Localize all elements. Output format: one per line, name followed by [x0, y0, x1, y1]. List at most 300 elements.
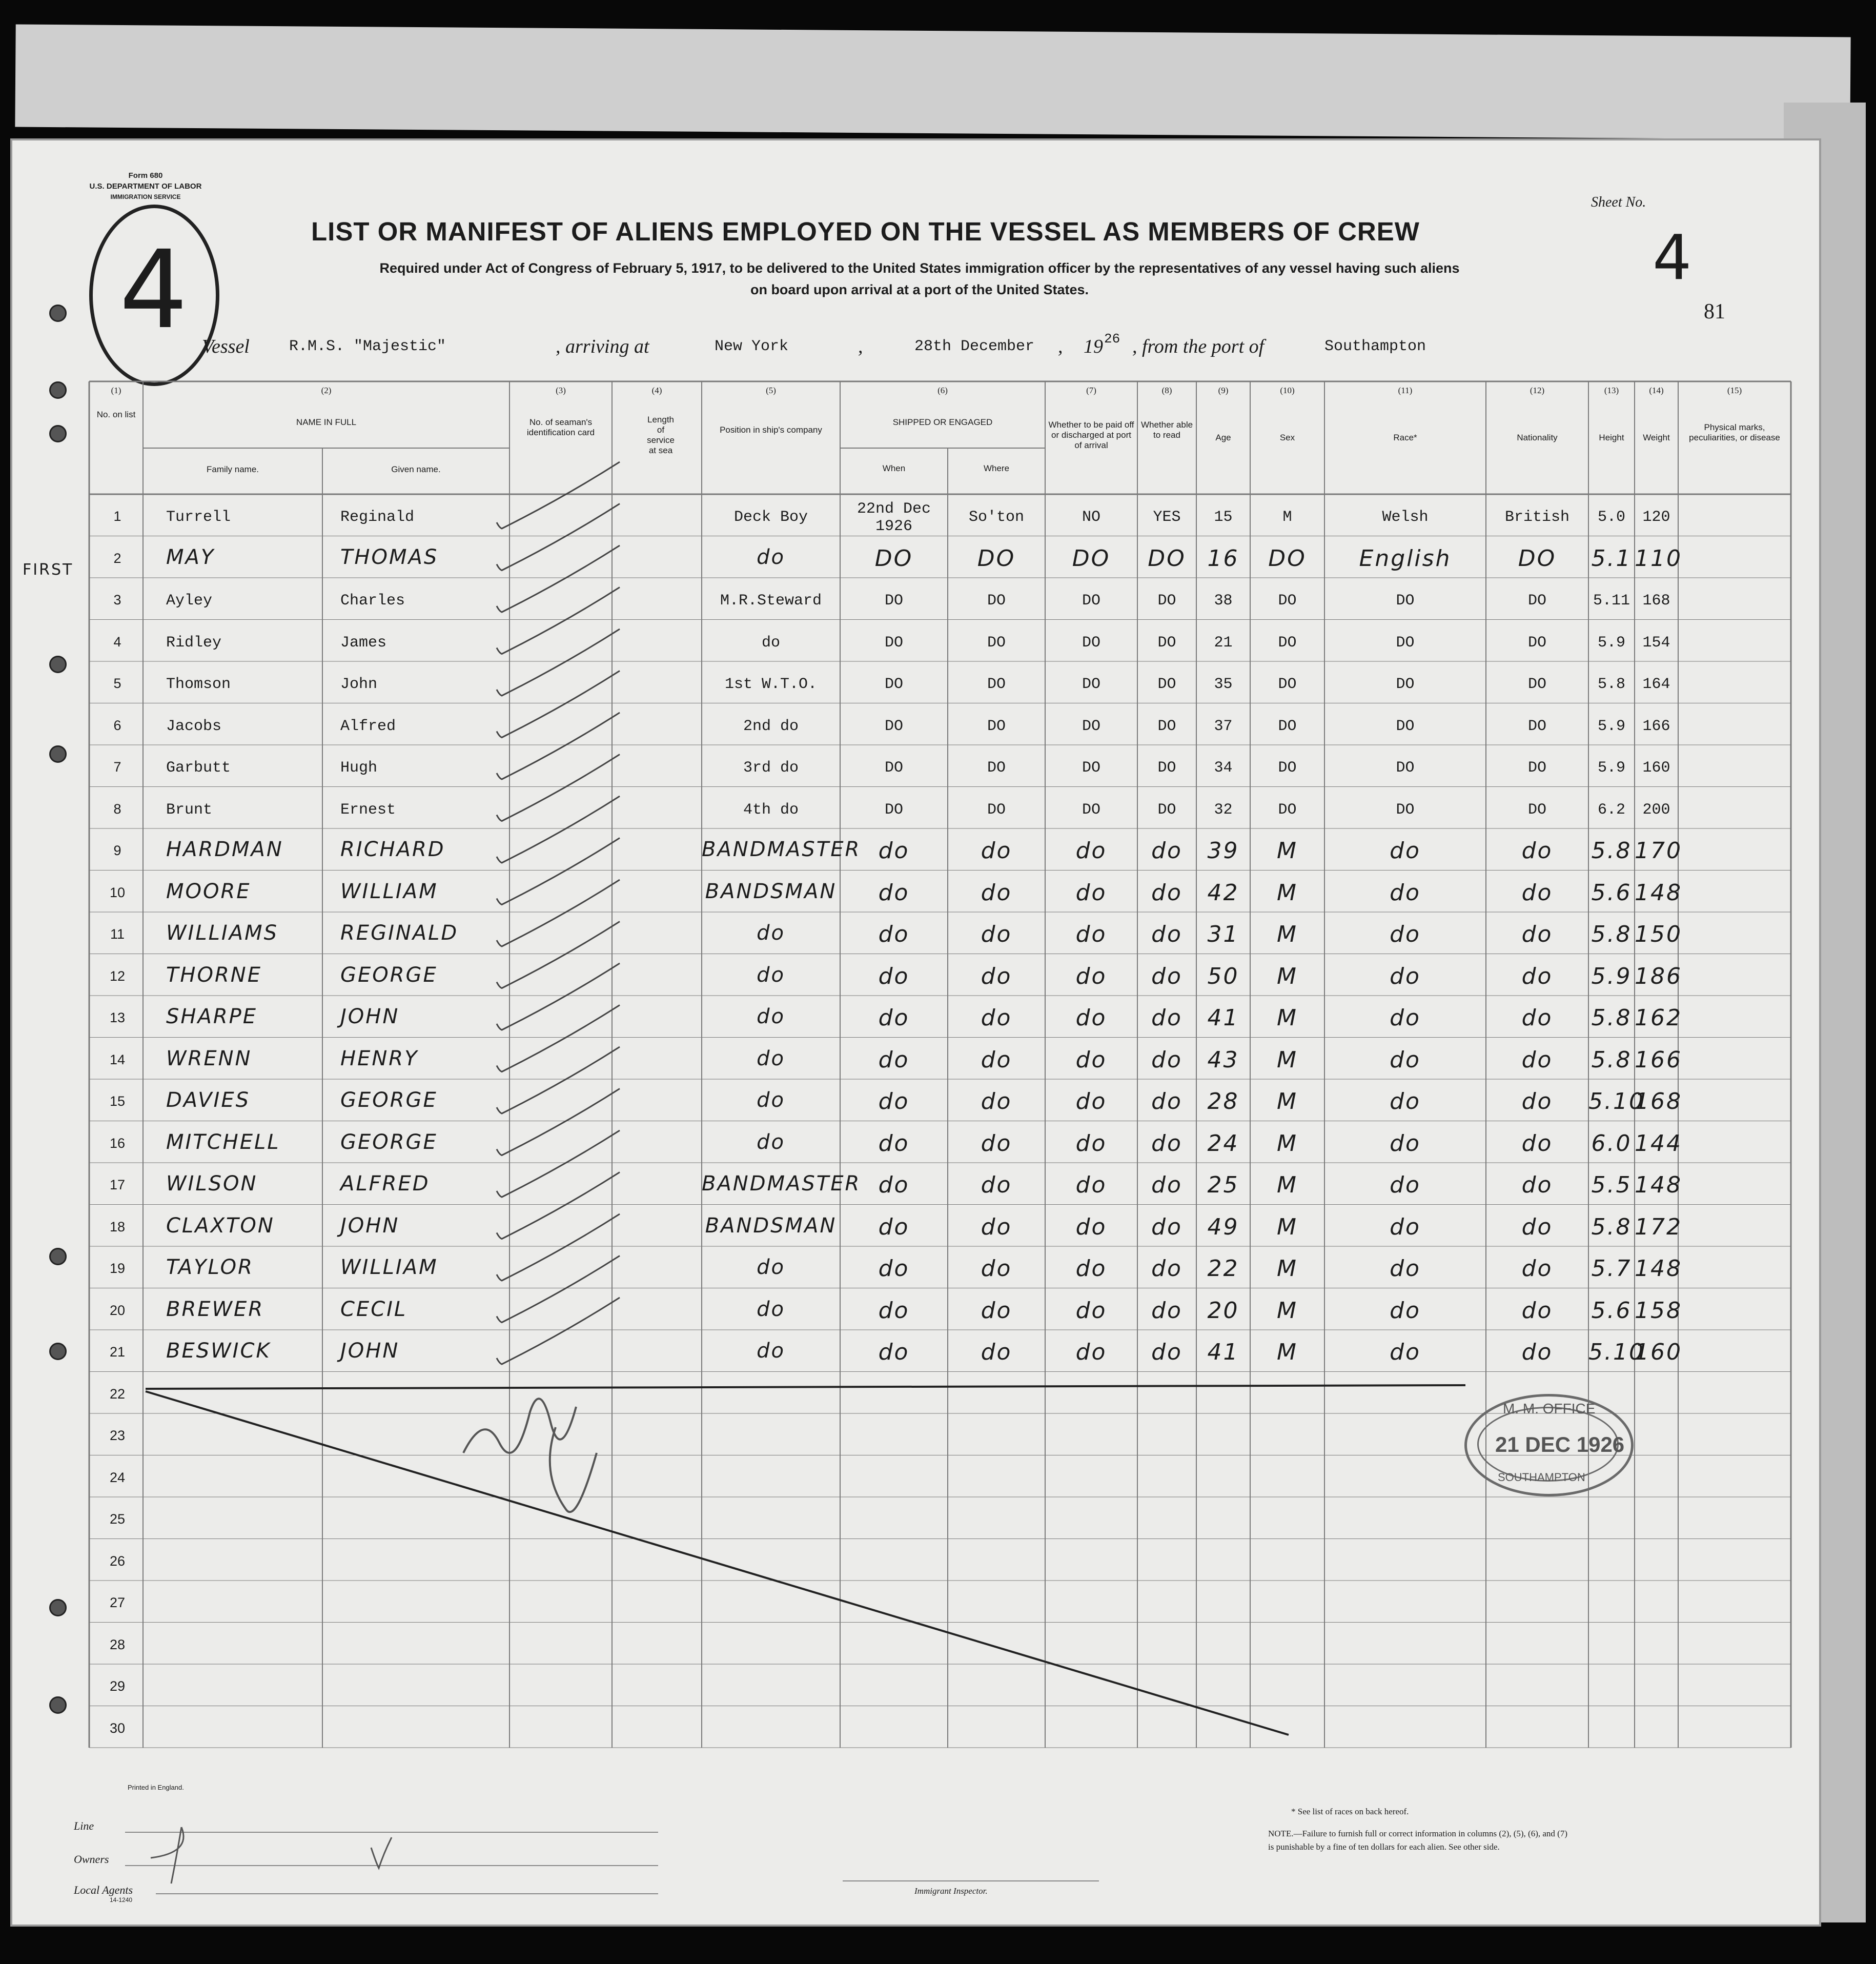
age-cell: 15 — [1214, 509, 1233, 526]
footer-lines — [12, 140, 1819, 1925]
family-name-cell: Garbutt — [166, 759, 231, 777]
when-cell: do — [878, 1256, 910, 1282]
nationality-cell: DO — [1527, 801, 1546, 819]
nationality-cell: do — [1521, 1172, 1553, 1198]
sex-cell: DO — [1278, 801, 1297, 819]
position-cell: BANDSMAN — [705, 1213, 837, 1238]
when-cell: do — [878, 1297, 910, 1324]
when-cell: DO — [884, 592, 903, 610]
row-number: 23 — [109, 1428, 126, 1443]
paid-off-cell: DO — [1082, 717, 1100, 735]
header-length-service: Length of service at sea — [647, 415, 675, 455]
arriving-port: New York — [715, 338, 789, 355]
age-cell: 34 — [1214, 759, 1233, 777]
nationality-cell: do — [1521, 963, 1553, 989]
race-cell: do — [1390, 1088, 1421, 1115]
row-number: 3 — [113, 592, 121, 608]
age-cell: 38 — [1214, 592, 1233, 610]
page-number-printed: 81 — [1704, 300, 1725, 323]
age-cell: 31 — [1207, 921, 1239, 947]
given-name-cell: THOMAS — [340, 545, 439, 569]
weight-cell: 148 — [1635, 1172, 1682, 1198]
race-cell: DO — [1396, 676, 1415, 693]
arrival-century: 19 — [1084, 336, 1103, 357]
when-cell: do — [878, 1046, 910, 1073]
age-cell: 43 — [1207, 1046, 1239, 1073]
position-cell: 2nd do — [743, 717, 799, 735]
row-number: 7 — [113, 759, 121, 775]
family-name-cell: SHARPE — [166, 1005, 258, 1028]
race-cell: do — [1390, 1005, 1421, 1031]
height-cell: 6.0 — [1591, 1130, 1632, 1157]
paid-off-cell: do — [1075, 1088, 1107, 1115]
position-cell: do — [757, 1088, 785, 1112]
column-number: (10) — [1280, 386, 1295, 395]
row-number: 29 — [109, 1678, 126, 1694]
position-cell: do — [761, 634, 780, 652]
weight-cell: 144 — [1635, 1130, 1682, 1157]
header-age: Age — [1215, 433, 1231, 442]
inspector-label: Immigrant Inspector. — [914, 1886, 988, 1896]
manifest-title: LIST OR MANIFEST OF ALIENS EMPLOYED ON THE VESSEL AS MEMBERS OF CREW — [311, 217, 1420, 246]
sex-cell: M — [1277, 1172, 1298, 1198]
when-cell: DO — [884, 676, 903, 693]
paid-off-cell: do — [1075, 1297, 1107, 1324]
note-text: —Failure to furnish full or correct information in columns (2), (5), (6), and (7) — [1293, 1829, 1567, 1838]
row-number: 25 — [109, 1511, 126, 1527]
height-cell: 5.9 — [1597, 759, 1625, 777]
where-cell: DO — [987, 676, 1006, 693]
race-cell: English — [1359, 545, 1452, 572]
where-cell: do — [981, 1256, 1012, 1282]
given-name-cell: GEORGE — [340, 1088, 438, 1112]
read-cell: do — [1151, 963, 1182, 989]
column-number: (12) — [1530, 386, 1545, 395]
paid-off-cell: do — [1075, 1213, 1107, 1240]
when-cell: do — [878, 1130, 910, 1157]
when-cell: do — [878, 879, 910, 906]
nationality-cell: do — [1521, 1256, 1553, 1282]
sex-cell: M — [1277, 838, 1298, 864]
header-weight: Weight — [1643, 433, 1670, 442]
weight-cell: 200 — [1642, 801, 1670, 819]
when-cell: do — [878, 1005, 910, 1031]
owner-tick-mark — [371, 1837, 392, 1868]
family-name-cell: Jacobs — [166, 717, 222, 735]
family-name-cell: TAYLOR — [166, 1256, 254, 1279]
sex-cell: M — [1282, 509, 1292, 526]
height-cell: 5.6 — [1591, 1297, 1632, 1324]
family-name-cell: WILLIAMS — [166, 921, 278, 945]
age-cell: 20 — [1207, 1297, 1239, 1324]
where-cell: do — [981, 1297, 1012, 1324]
height-cell: 5.9 — [1591, 963, 1632, 989]
height-cell: 5.8 — [1591, 1005, 1632, 1031]
age-cell: 25 — [1207, 1172, 1239, 1198]
sex-cell: M — [1277, 1046, 1298, 1073]
race-cell: do — [1390, 1213, 1421, 1240]
column-number: (7) — [1086, 386, 1096, 395]
read-cell: do — [1151, 1046, 1182, 1073]
height-cell: 6.2 — [1597, 801, 1625, 819]
family-name-cell: CLAXTON — [166, 1213, 275, 1238]
where-cell: DO — [987, 801, 1006, 819]
given-name-cell: GEORGE — [340, 963, 438, 987]
where-cell: do — [981, 963, 1012, 989]
punch-hole — [49, 1343, 67, 1360]
arriving-label: , arriving at — [556, 336, 649, 357]
age-cell: 41 — [1207, 1005, 1239, 1031]
row-number: 28 — [109, 1636, 126, 1652]
given-name-cell: Hugh — [340, 759, 378, 777]
weight-cell: 150 — [1635, 921, 1682, 947]
where-cell: do — [981, 1046, 1012, 1073]
read-cell: do — [1151, 838, 1182, 864]
sex-cell: M — [1277, 879, 1298, 906]
given-name-cell: CECIL — [340, 1297, 407, 1321]
height-cell: 5.11 — [1593, 592, 1630, 610]
row-number: 9 — [113, 843, 121, 858]
race-cell: DO — [1396, 592, 1415, 610]
weight-cell: 166 — [1635, 1046, 1682, 1073]
header-position: Position in ship's company — [720, 425, 822, 435]
nationality-cell: DO — [1527, 592, 1546, 610]
position-cell: do — [757, 545, 785, 569]
races-note: * See list of races on back hereof. — [1291, 1807, 1409, 1816]
when-cell: DO — [884, 759, 903, 777]
header-family-name: Family name. — [206, 464, 259, 474]
where-cell: DO — [987, 634, 1006, 652]
row-number: 26 — [109, 1553, 126, 1569]
header-height: Height — [1599, 433, 1624, 442]
row-number: 14 — [109, 1051, 126, 1067]
where-cell: do — [981, 1172, 1012, 1198]
given-name-cell: Charles — [340, 592, 405, 610]
where-cell: do — [981, 879, 1012, 906]
weight-cell: 148 — [1635, 1256, 1682, 1282]
race-cell: do — [1390, 1046, 1421, 1073]
form-number: Form 680 — [128, 171, 163, 180]
height-cell: 5.8 — [1597, 676, 1625, 693]
given-name-cell: John — [340, 676, 378, 693]
form-code: 14-1240 — [110, 1896, 133, 1904]
sex-cell: M — [1277, 1130, 1298, 1157]
header-read: Whether able to read — [1140, 420, 1193, 440]
weight-cell: 160 — [1642, 759, 1670, 777]
punch-hole — [49, 1248, 67, 1265]
row-number: 11 — [110, 926, 125, 942]
header-where: Where — [983, 463, 1010, 473]
race-cell: do — [1390, 1297, 1421, 1324]
family-name-cell: MOORE — [166, 879, 251, 903]
nationality-cell: DO — [1527, 717, 1546, 735]
service: IMMIGRATION SERVICE — [110, 193, 181, 200]
column-number: (14) — [1649, 386, 1664, 395]
when-cell: do — [878, 1339, 910, 1365]
weight-cell: 110 — [1635, 545, 1682, 572]
position-cell: BANDMASTER — [702, 1172, 861, 1196]
stamp-bottom: SOUTHAMPTON — [1498, 1471, 1585, 1484]
height-cell: 5.8 — [1591, 921, 1632, 947]
column-number: (15) — [1727, 386, 1742, 395]
row-number: 12 — [109, 968, 126, 984]
row-number: 8 — [113, 801, 121, 817]
family-name-cell: MITCHELL — [166, 1130, 280, 1154]
column-number: (4) — [651, 386, 662, 395]
paid-off-cell: DO — [1082, 676, 1100, 693]
when-cell: do — [878, 1088, 910, 1115]
family-name-cell: DAVIES — [166, 1088, 250, 1112]
sex-cell: DO — [1268, 545, 1307, 572]
nationality-cell: do — [1521, 921, 1553, 947]
height-cell: 5.8 — [1591, 838, 1632, 864]
height-cell: 5.10 — [1588, 1339, 1645, 1365]
punch-hole — [49, 1599, 67, 1616]
row-number: 5 — [113, 676, 121, 691]
age-cell: 42 — [1207, 879, 1239, 906]
age-cell: 39 — [1207, 838, 1239, 864]
where-cell: do — [981, 1213, 1012, 1240]
weight-cell: 154 — [1642, 634, 1670, 652]
weight-cell: 160 — [1635, 1339, 1682, 1365]
comma: , — [858, 336, 863, 357]
position-cell: Deck Boy — [733, 509, 808, 526]
nationality-cell: do — [1521, 879, 1553, 906]
punch-hole — [49, 656, 67, 673]
age-cell: 24 — [1207, 1130, 1239, 1157]
paid-off-cell: do — [1075, 921, 1107, 947]
sex-cell: M — [1277, 1256, 1298, 1282]
sex-cell: M — [1277, 963, 1298, 989]
race-cell: do — [1390, 1339, 1421, 1365]
where-cell: do — [981, 1088, 1012, 1115]
age-cell: 35 — [1214, 676, 1233, 693]
read-cell: do — [1151, 1005, 1182, 1031]
paid-off-cell: DO — [1082, 634, 1100, 652]
sex-cell: M — [1277, 1297, 1298, 1324]
punch-hole — [49, 305, 67, 322]
paid-off-cell: NO — [1082, 509, 1100, 526]
age-cell: 49 — [1207, 1213, 1239, 1240]
height-cell: 5.9 — [1597, 634, 1625, 652]
age-cell: 16 — [1207, 545, 1239, 572]
given-name-cell: HENRY — [340, 1046, 419, 1070]
weight-cell: 148 — [1635, 879, 1682, 906]
nationality-cell: DO — [1518, 545, 1557, 572]
weight-cell: 186 — [1635, 963, 1682, 989]
column-number: (3) — [556, 386, 566, 395]
height-cell: 5.9 — [1597, 717, 1625, 735]
race-cell: do — [1390, 879, 1421, 906]
weight-cell: 120 — [1642, 509, 1670, 526]
column-number: (9) — [1218, 386, 1229, 395]
punch-hole — [49, 1696, 67, 1714]
header-name-in-full: NAME IN FULL — [296, 417, 357, 427]
height-cell: 5.8 — [1591, 1213, 1632, 1240]
paid-off-cell: DO — [1082, 759, 1100, 777]
when-cell: do — [878, 1172, 910, 1198]
when-cell: 22nd Dec 1926 — [857, 500, 931, 535]
position-cell: do — [757, 1005, 785, 1028]
paid-off-cell: do — [1075, 1046, 1107, 1073]
row-number: 18 — [109, 1219, 126, 1234]
age-cell: 37 — [1214, 717, 1233, 735]
column-number: (11) — [1398, 386, 1413, 395]
height-cell: 5.8 — [1591, 1046, 1632, 1073]
position-cell: M.R.Steward — [720, 592, 822, 610]
row-number: 30 — [109, 1720, 126, 1736]
where-cell: DO — [987, 592, 1006, 610]
weight-cell: 166 — [1642, 717, 1670, 735]
position-cell: BANDMASTER — [702, 838, 861, 861]
header-paid-off: Whether to be paid off or discharged at port of arrival — [1048, 420, 1134, 450]
nationality-cell: do — [1521, 1130, 1553, 1157]
header-when: When — [882, 463, 906, 473]
header-nationality: Nationality — [1517, 433, 1558, 442]
given-name-cell: WILLIAM — [340, 879, 438, 903]
given-name-cell: Ernest — [340, 801, 396, 819]
position-cell: do — [757, 1046, 785, 1070]
paid-off-cell: do — [1075, 1172, 1107, 1198]
paid-off-cell: do — [1075, 879, 1107, 906]
sheet-label: Sheet No. — [1591, 194, 1646, 210]
owner-initial-mark — [151, 1827, 183, 1884]
position-cell: do — [757, 1339, 785, 1363]
family-name-cell: Ayley — [166, 592, 213, 610]
family-name-cell: Brunt — [166, 801, 213, 819]
race-cell: DO — [1396, 717, 1415, 735]
row-number: 16 — [109, 1135, 126, 1151]
race-cell: do — [1390, 838, 1421, 864]
nationality-cell: DO — [1527, 634, 1546, 652]
sex-cell: DO — [1278, 676, 1297, 693]
given-name-cell: REGINALD — [340, 921, 459, 945]
sex-cell: M — [1277, 1339, 1298, 1365]
sex-cell: DO — [1278, 717, 1297, 735]
read-cell: do — [1151, 1256, 1182, 1282]
where-cell: DO — [987, 717, 1006, 735]
position-cell: BANDSMAN — [705, 879, 837, 903]
paid-off-cell: do — [1075, 1256, 1107, 1282]
where-cell: DO — [977, 545, 1016, 572]
weight-cell: 168 — [1642, 592, 1670, 610]
where-cell: do — [981, 1339, 1012, 1365]
row-number: 4 — [113, 634, 121, 650]
read-cell: DO — [1148, 545, 1186, 572]
read-cell: do — [1151, 1339, 1182, 1365]
punch-hole — [49, 425, 67, 442]
given-name-cell: Alfred — [340, 717, 396, 735]
where-cell: do — [981, 1005, 1012, 1031]
height-cell: 5.0 — [1597, 509, 1625, 526]
height-cell: 5.1 — [1591, 545, 1632, 572]
sex-cell: M — [1277, 1005, 1298, 1031]
race-cell: do — [1390, 1256, 1421, 1282]
given-name-cell: WILLIAM — [340, 1256, 438, 1279]
when-cell: DO — [884, 634, 903, 652]
column-number: (1) — [111, 386, 121, 395]
position-cell: 1st W.T.O. — [724, 676, 818, 693]
weight-cell: 158 — [1635, 1297, 1682, 1324]
header-sex: Sex — [1279, 433, 1295, 442]
manifest-sheet — [10, 138, 1821, 1927]
race-cell: do — [1390, 963, 1421, 989]
penalty-note — [1268, 1827, 1567, 1854]
given-name-cell: James — [340, 634, 387, 652]
race-cell: Welsh — [1382, 509, 1429, 526]
position-cell: 3rd do — [743, 759, 799, 777]
weight-cell: 168 — [1635, 1088, 1682, 1115]
where-cell: do — [981, 921, 1012, 947]
read-cell: do — [1151, 1213, 1182, 1240]
row-number: 20 — [109, 1302, 126, 1318]
row-number: 10 — [109, 884, 126, 900]
paid-off-cell: do — [1075, 1005, 1107, 1031]
height-cell: 5.6 — [1591, 879, 1632, 906]
position-cell: do — [757, 921, 785, 945]
read-cell: do — [1151, 1088, 1182, 1115]
family-name-cell: WRENN — [166, 1046, 252, 1070]
from-port: Southampton — [1324, 338, 1426, 355]
header-physical: Physical marks, peculiarities, or disease — [1689, 422, 1780, 442]
column-number: (6) — [937, 386, 948, 395]
read-cell: do — [1151, 1172, 1182, 1198]
family-name-cell: HARDMAN — [166, 838, 283, 861]
read-cell: YES — [1153, 509, 1181, 526]
comma-2: , — [1058, 336, 1063, 357]
family-name-cell: Ridley — [166, 634, 222, 652]
age-cell: 28 — [1207, 1088, 1239, 1115]
position-cell: 4th do — [743, 801, 799, 819]
nationality-cell: do — [1521, 838, 1553, 864]
paid-off-cell: DO — [1082, 801, 1100, 819]
paid-off-cell: DO — [1082, 592, 1100, 610]
owners-label: Owners — [74, 1853, 109, 1866]
family-name-cell: MAY — [166, 545, 215, 569]
stamp-top: M. M. OFFICE — [1503, 1401, 1596, 1416]
weight-cell: 172 — [1635, 1213, 1682, 1240]
position-cell: do — [757, 1130, 785, 1154]
given-name-cell: JOHN — [340, 1005, 400, 1028]
row-number: 2 — [113, 550, 121, 566]
paid-off-cell: do — [1075, 963, 1107, 989]
read-cell: DO — [1157, 717, 1176, 735]
row-number: 27 — [109, 1595, 126, 1610]
nationality-cell: do — [1521, 1005, 1553, 1031]
race-cell: do — [1390, 1172, 1421, 1198]
column-number: (2) — [321, 386, 332, 395]
circled-number-text: 4 — [119, 227, 190, 353]
given-name-cell: JOHN — [340, 1213, 400, 1238]
when-cell: do — [878, 1213, 910, 1240]
nationality-cell: do — [1521, 1213, 1553, 1240]
sex-cell: M — [1277, 1088, 1298, 1115]
header-shipped: SHIPPED OR ENGAGED — [892, 417, 993, 427]
race-cell: do — [1390, 921, 1421, 947]
height-cell: 5.10 — [1588, 1088, 1645, 1115]
row-number: 19 — [109, 1261, 126, 1276]
paid-off-cell: do — [1075, 1339, 1107, 1365]
read-cell: do — [1151, 1130, 1182, 1157]
nationality-cell: DO — [1527, 759, 1546, 777]
read-cell: do — [1151, 879, 1182, 906]
race-cell: DO — [1396, 801, 1415, 819]
back-sheet-1 — [15, 25, 1850, 140]
from-label: , from the port of — [1132, 336, 1265, 357]
punch-hole — [49, 745, 67, 763]
weight-cell: 170 — [1635, 838, 1682, 864]
when-cell: do — [878, 921, 910, 947]
